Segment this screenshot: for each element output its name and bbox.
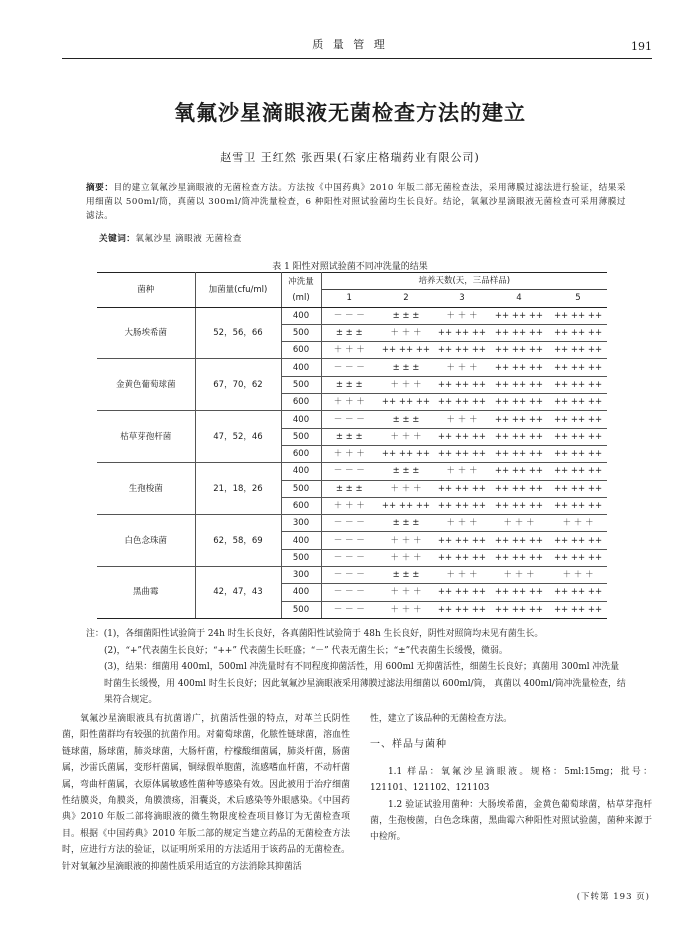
inoculum-cell: 67，70，62 [195,359,281,411]
growth-result-cell: ＋ ＋ ＋ [377,584,435,601]
header-rinse-label: 冲洗量 [288,276,314,287]
abstract-text: 目的建立氧氟沙星滴眼液的无菌检查方法。方法按《中国药典》2010 年版二部无菌检查法，采用薄膜过滤法进行验证，结果采用细菌以 500ml/筒，真菌以 300ml/筒冲洗量检查，6 种阳性对照试验菌均生长良好。结论，氧氟沙星滴眼液无菌检查可采用薄膜过滤法。 [86,183,626,221]
growth-result-cell: ± ± ± [377,307,435,324]
growth-result-cell: ++ ++ ++ [489,445,549,462]
growth-result-cell: － － － [321,601,377,618]
continued-note: (下转第 193 页) [576,892,650,902]
growth-result-cell: － － － [321,515,377,532]
growth-result-cell: ＋ ＋ ＋ [489,515,549,532]
growth-result-cell: ＋ ＋ ＋ [435,359,489,376]
growth-result-cell: ++ ++ ++ [549,324,607,341]
paragraph-1-2: 1.2 验证试验用菌种：大肠埃希菌，金黄色葡萄球菌，枯草芽孢杆菌，生孢梭菌，白色念珠菌，黑曲霉六种阳性对照试验菌，菌种来源于中检所。 [370,799,652,843]
section-heading-samples: 一、样品与菌种 [370,739,447,751]
growth-result-cell: － － － [321,567,377,584]
strain-cell: 金黄色葡萄球菌 [97,359,195,411]
growth-result-cell: ++ ++ ++ [549,480,607,497]
growth-result-cell: － － － [321,359,377,376]
growth-result-cell: ++ ++ ++ [489,359,549,376]
growth-result-cell: ++ ++ ++ [489,342,549,359]
growth-result-cell: ++ ++ ++ [489,307,549,324]
rinse-volume-cell: 500 [281,324,321,341]
header-day: 2 [377,290,435,307]
header-day: 5 [549,290,607,307]
growth-result-cell: ++ ++ ++ [435,549,489,566]
growth-result-cell: ＋ ＋ ＋ [435,463,489,480]
rinse-volume-cell: 500 [281,376,321,393]
intro-paragraph: 氧氟沙星滴眼液具有抗菌谱广，抗菌活性强的特点，对革兰氏阴性菌，阳性菌群均有较强的抗菌作用。对葡萄球菌，化脓性链球菌，溶血性链球菌，肠球菌，肺炎球菌，大肠杆菌，柠檬酸细菌属，肺炎杆菌，肠菌属，沙雷氏菌属，变形杆菌属，铜绿假单胞菌，流感嗜血杆菌，不动杆菌属，弯曲杆菌属，衣原体属敏感性菌种等感染有效。因此被用于治疗细菌性结膜炎，角膜炎，角膜溃疡，泪囊炎，术后感染等外眼感染。《中国药典》2010 年版二部将滴眼液的微生物限度检查项目修订为无菌检查项目。根据《中国药典》2010 年版二部的规定当建立药品的无菌检查方法时，应进行方法的验证，以证明所采用的方法适用于该药品的无菌检查。针对氧氟沙星滴眼液的抑菌性质采用适宜的方法消除其抑菌活 [62,714,350,872]
growth-result-cell: ＋ ＋ ＋ [435,515,489,532]
inoculum-cell: 62，58，69 [195,515,281,567]
rinse-volume-cell: 600 [281,445,321,462]
growth-result-cell: ++ ++ ++ [489,532,549,549]
growth-result-cell: ++ ++ ++ [489,324,549,341]
growth-result-cell: ± ± ± [377,463,435,480]
rinse-volume-cell: 400 [281,532,321,549]
growth-result-cell: － － － [321,307,377,324]
growth-result-cell: ++ ++ ++ [489,428,549,445]
growth-result-cell: ± ± ± [321,376,377,393]
growth-result-cell: ++ ++ ++ [549,584,607,601]
rinse-volume-cell: 400 [281,307,321,324]
growth-result-cell: ＋ ＋ ＋ [435,307,489,324]
growth-result-cell: ++ ++ ++ [489,463,549,480]
growth-result-cell: ++ ++ ++ [489,497,549,514]
rinse-volume-cell: 400 [281,584,321,601]
header-day: 3 [435,290,489,307]
table-row [97,359,607,376]
strain-cell: 白色念珠菌 [97,515,195,567]
header-day: 4 [489,290,549,307]
growth-result-cell: ++ ++ ++ [435,376,489,393]
growth-result-cell: ++ ++ ++ [549,445,607,462]
growth-result-cell: ＋ ＋ ＋ [489,567,549,584]
rinse-volume-cell: 500 [281,601,321,618]
growth-result-cell: ++ ++ ++ [435,394,489,411]
growth-result-cell: － － － [321,532,377,549]
body-left-column [62,711,350,875]
growth-result-cell: ++ ++ ++ [549,532,607,549]
growth-result-cell: ++ ++ ++ [489,376,549,393]
growth-result-cell: ＋ ＋ ＋ [321,342,377,359]
table-row [97,567,607,584]
growth-result-cell: ++ ++ ++ [435,601,489,618]
note-2: (2)，“+”代表菌生长良好；“++” 代表菌生长旺盛；“－” 代表无菌生长；“±”代表菌生长缓慢，微弱。 [104,645,508,656]
article-authors: 赵雪卫 王红然 张西果(石家庄格瑞药业有限公司) [220,151,480,164]
growth-result-cell: － － － [321,463,377,480]
growth-result-cell: ++ ++ ++ [489,394,549,411]
rinse-volume-cell: 300 [281,567,321,584]
growth-result-cell: ++ ++ ++ [377,394,435,411]
table-row [97,411,607,428]
growth-result-cell: ± ± ± [377,567,435,584]
note-3: (3)，结果：细菌用 400ml，500ml 冲洗量时有不同程度抑菌活性，用 600ml 无抑菌活性，细菌生长良好；真菌用 300ml 冲洗量时菌生长缓慢，用 400ml 时生长良好；因此氧氟沙星滴眼液采用薄膜过滤法用细菌以 600ml/筒， 真菌以 400ml/筒冲洗量检查，结果符合规定。 [104,662,626,705]
growth-result-cell: ＋ ＋ ＋ [321,445,377,462]
growth-result-cell: ＋ ＋ ＋ [435,567,489,584]
growth-result-cell: ++ ++ ++ [549,376,607,393]
header-rule [62,58,652,59]
growth-result-cell: ++ ++ ++ [489,549,549,566]
growth-result-cell: ++ ++ ++ [549,394,607,411]
growth-result-cell: － － － [321,411,377,428]
header-strain: 菌种 [97,273,195,308]
table-caption: 表 1 阳性对照试验菌不同冲洗量的结果 [272,262,428,272]
growth-result-cell: ＋ ＋ ＋ [377,428,435,445]
growth-result-cell: ++ ++ ++ [435,584,489,601]
header-inoculum: 加菌量(cfu/ml) [195,273,281,308]
growth-result-cell: ± ± ± [377,359,435,376]
growth-result-cell: ++ ++ ++ [489,601,549,618]
growth-result-cell: ++ ++ ++ [435,497,489,514]
growth-result-cell: ++ ++ ++ [435,445,489,462]
keywords-label: 关键词： [99,234,136,244]
growth-result-cell: ± ± ± [377,411,435,428]
growth-result-cell: ＋ ＋ ＋ [377,376,435,393]
header-rinse-unit: (ml) [292,292,310,303]
rinse-volume-cell: 500 [281,480,321,497]
abstract [86,181,626,223]
table-row [97,515,607,532]
growth-result-cell: ++ ++ ++ [435,324,489,341]
article-title: 氧氟沙星滴眼液无菌检查方法的建立 [174,100,526,125]
rinse-volume-cell: 600 [281,497,321,514]
inoculum-cell: 52，56，66 [195,307,281,359]
strain-cell: 生孢梭菌 [97,463,195,515]
growth-result-cell: ＋ ＋ ＋ [321,394,377,411]
header-rinse-volume [281,273,321,308]
strain-cell: 大肠埃希菌 [97,307,195,359]
growth-result-cell: ++ ++ ++ [549,307,607,324]
growth-result-cell: ++ ++ ++ [435,532,489,549]
note-1: 注：(1)，各细菌阳性试验筒于 24h 时生长良好，各真菌阳性试验筒于 48h 生长良好，阴性对照筒均未见有菌生长。 [86,629,544,639]
rinse-volume-cell: 400 [281,359,321,376]
running-head: 质 量 管 理 [312,38,388,51]
growth-result-cell: ＋ ＋ ＋ [377,480,435,497]
growth-result-cell: ＋ ＋ ＋ [377,601,435,618]
growth-result-cell: ＋ ＋ ＋ [377,532,435,549]
growth-result-cell: ++ ++ ++ [549,359,607,376]
inoculum-cell: 47，52，46 [195,411,281,463]
growth-result-cell: ＋ ＋ ＋ [377,324,435,341]
growth-result-cell: ＋ ＋ ＋ [549,515,607,532]
growth-result-cell: ++ ++ ++ [489,411,549,428]
growth-result-cell: ++ ++ ++ [489,480,549,497]
rinse-volume-cell: 400 [281,411,321,428]
growth-result-cell: ++ ++ ++ [435,342,489,359]
growth-result-cell: － － － [321,549,377,566]
strain-cell: 枯草芽孢杆菌 [97,411,195,463]
table-notes [86,626,626,709]
growth-result-cell: － － － [321,584,377,601]
rinse-volume-cell: 500 [281,549,321,566]
growth-result-cell: ± ± ± [321,324,377,341]
keywords [99,232,242,244]
growth-result-cell: ++ ++ ++ [435,428,489,445]
rinse-volume-cell: 600 [281,394,321,411]
growth-result-cell: ++ ++ ++ [549,463,607,480]
growth-result-cell: ++ ++ ++ [549,601,607,618]
page-number: 191 [631,40,652,53]
growth-result-cell: ± ± ± [321,428,377,445]
paragraph-1-1: 1.1 样品：氧氟沙星滴眼液。规格：5ml:15mg；批号：121101、121102、121103 [370,766,652,794]
growth-result-cell: ± ± ± [321,480,377,497]
rinse-volume-cell: 400 [281,463,321,480]
inoculum-cell: 42，47，43 [195,567,281,619]
growth-result-cell: ＋ ＋ ＋ [435,411,489,428]
growth-result-cell: ++ ++ ++ [549,428,607,445]
table-row [97,463,607,480]
growth-result-cell: ++ ++ ++ [549,549,607,566]
results-table [97,272,607,619]
growth-result-cell: ± ± ± [377,515,435,532]
growth-result-cell: ++ ++ ++ [377,497,435,514]
growth-result-cell: ++ ++ ++ [435,480,489,497]
growth-result-cell: ＋ ＋ ＋ [549,567,607,584]
growth-result-cell: ＋ ＋ ＋ [377,549,435,566]
body-right-column [370,711,652,846]
header-culture-days: 培养天数(天，三品样品) [321,273,607,290]
rinse-volume-cell: 600 [281,342,321,359]
abstract-label: 摘要： [86,183,114,193]
table-row [97,307,607,324]
rinse-volume-cell: 300 [281,515,321,532]
keywords-text: 氧氟沙星 滴眼液 无菌检查 [135,234,242,244]
growth-result-cell: ++ ++ ++ [377,342,435,359]
rinse-volume-cell: 500 [281,428,321,445]
growth-result-cell: ++ ++ ++ [549,411,607,428]
growth-result-cell: ++ ++ ++ [489,584,549,601]
growth-result-cell: ++ ++ ++ [377,445,435,462]
inoculum-cell: 21，18，26 [195,463,281,515]
growth-result-cell: ++ ++ ++ [549,342,607,359]
strain-cell: 黑曲霉 [97,567,195,619]
intro-continuation: 性，建立了该品种的无菌检查方法。 [370,714,512,724]
header-day: 1 [321,290,377,307]
growth-result-cell: ＋ ＋ ＋ [321,497,377,514]
growth-result-cell: ++ ++ ++ [549,497,607,514]
